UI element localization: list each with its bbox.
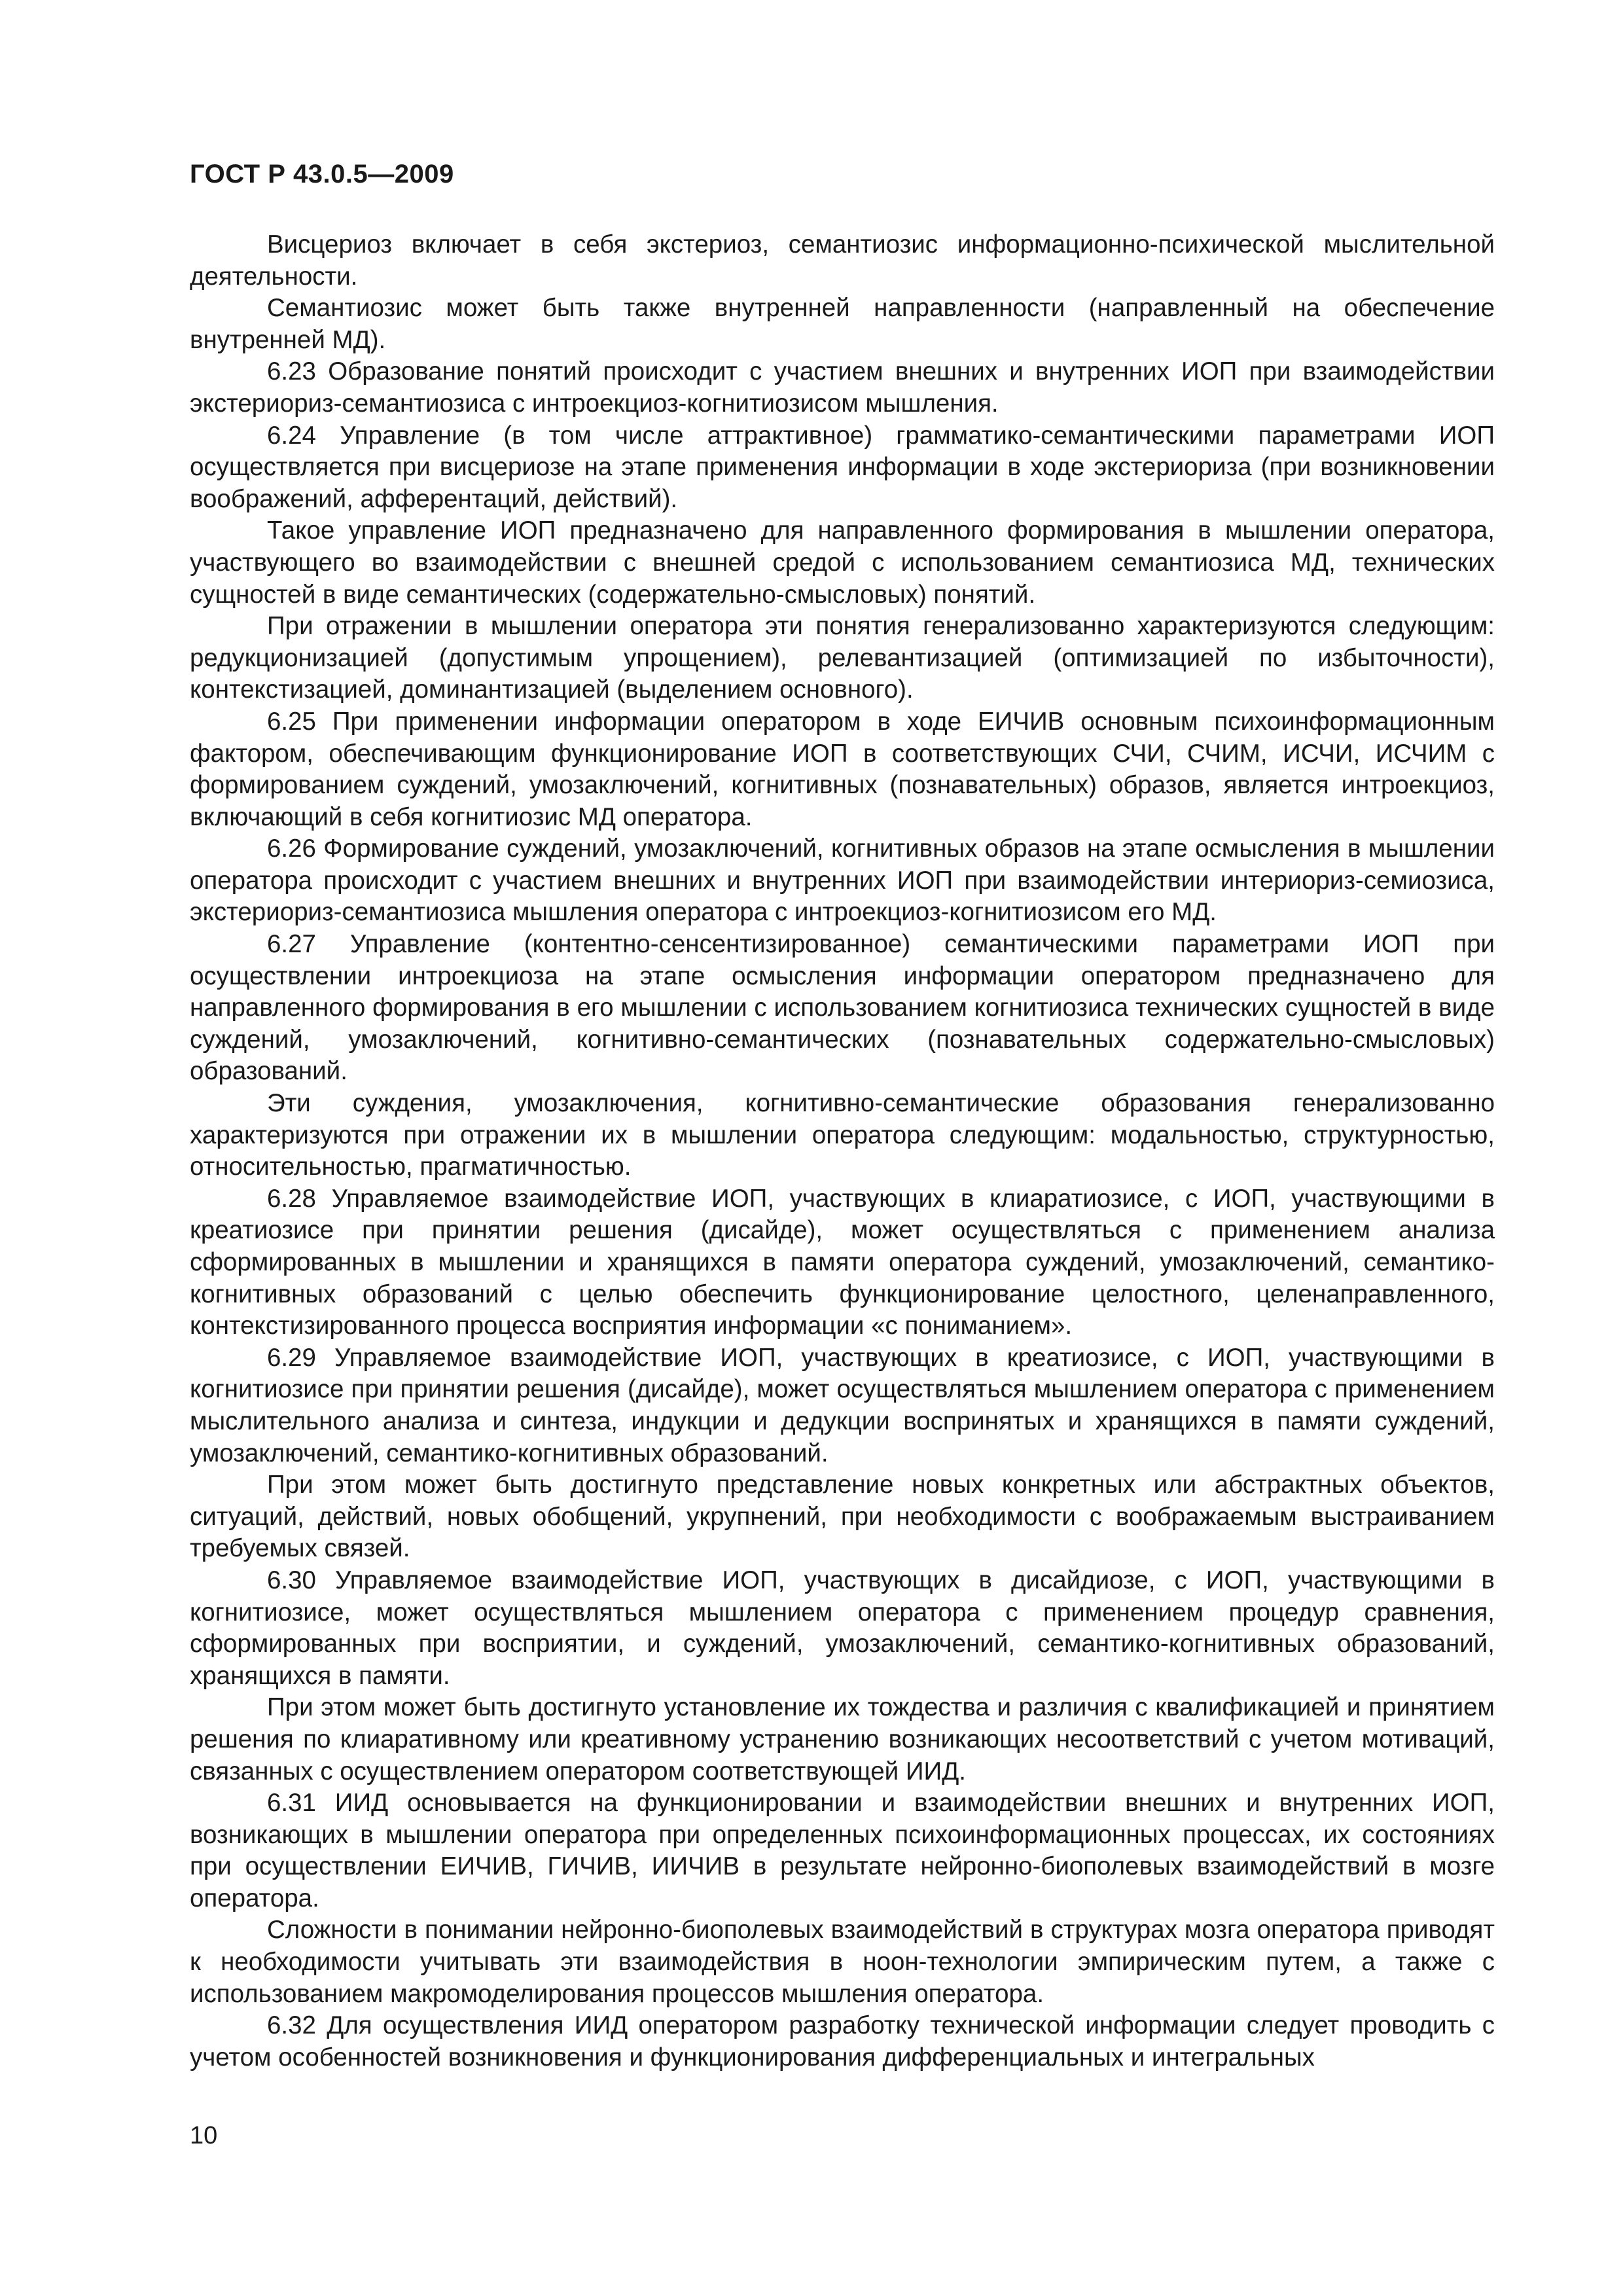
paragraph: 6.24 Управление (в том числе аттрактивное) грамматико-семантическими параметрами ИОП осуществляется при висцериозе на этапе применения информации в ходе экстериориза (при возникновении воображений, афферентаций, действий). — [190, 421, 1495, 513]
paragraph: 6.27 Управление (контентно-сенсентизированное) семантическими параметрами ИОП при осуществлении интроекциоза на этапе осмысления информации оператором предназначено для направленного формирования в его мышлении с использованием когнитиозиса технических сущностей в виде суждений, умозаключений, когнитивно-семантических (познавательных содержательно-смысловых) образований. — [190, 930, 1495, 1086]
paragraph: 6.26 Формирование суждений, умозаключений, когнитивных образов на этапе осмысления в мышлении оператора происходит с участием внешних и внутренних ИОП при взаимодействии интериориз-семиозиса, экстериориз-семантиозиса мышления оператора с интроекциоз-когнитиозисом его МД. — [190, 834, 1495, 927]
page-number: 10 — [190, 2122, 218, 2149]
paragraph: 6.30 Управляемое взаимодействие ИОП, участвующих в дисайдиозе, с ИОП, участвующими в когнитиозисе, может осуществляться мышлением оператора с применением процедур сравнения, сформированных при восприятии, и суждений, умозаключений, семантико-когнитивных образований, хранящихся в памяти. — [190, 1566, 1495, 1690]
paragraph: 6.29 Управляемое взаимодействие ИОП, участвующих в креатиозисе, с ИОП, участвующими в когнитиозисе при принятии решения (дисайде), может осуществляться мышлением оператора с применением мыслительного анализа и синтеза, индукции и дедукции воспринятых и хранящихся в памяти суждений, умозаключений, семантико-когнитивных образований. — [190, 1343, 1495, 1467]
paragraph: 6.25 При применении информации оператором в ходе ЕИЧИВ основным психоинформационным фактором, обеспечивающим функционирование ИОП в соответствующих СЧИ, СЧИМ, ИСЧИ, ИСЧИМ с формированием суждений, умозаключений, когнитивных (познавательных) образов, является интроекциоз, включающий в себя когнитиозис МД оператора. — [190, 707, 1495, 831]
paragraph: При этом может быть достигнуто представление новых конкретных или абстрактных объектов, ситуаций, действий, новых обобщений, укрупнений, при необходимости с воображаемым выстраиванием требуемых связей. — [190, 1471, 1495, 1563]
document-body — [190, 229, 1495, 2073]
paragraph: Висцериоз включает в себя экстериоз, семантиозис информационно-психической мыслительной деятельности. — [190, 230, 1495, 291]
paragraph: При отражении в мышлении оператора эти понятия генерализованно характеризуются следующим: редукционизацией (допустимым упрощением), релевантизацией (оптимизацией по избыточности), контекстизацией, доминантизацией (выделением основного). — [190, 612, 1495, 704]
paragraph: Эти суждения, умозаключения, когнитивно-семантические образования генерализованно характеризуются при отражении их в мышлении оператора следующим: модальностью, структурностью, относительностью, прагматичностью. — [190, 1089, 1495, 1181]
paragraph: Семантиозис может быть также внутренней направленности (направленный на обеспечение внутренней МД). — [190, 294, 1495, 354]
document-header: ГОСТ Р 43.0.5—2009 — [190, 160, 454, 188]
paragraph: При этом может быть достигнуто установление их тождества и различия с квалификацией и принятием решения по клиаративному или креативному устранению возникающих несоответствий с учетом мотиваций, связанных с осуществлением оператором соответствующей ИИД. — [190, 1693, 1495, 1785]
paragraph: Сложности в понимании нейронно-биополевых взаимодействий в структурах мозга оператора приводят к необходимости учитывать эти взаимодействия в ноон-технологии эмпирическим путем, а также с использованием макромоделирования процессов мышления оператора. — [190, 1916, 1495, 2008]
paragraph: 6.31 ИИД основывается на функционировании и взаимодействии внешних и внутренних ИОП, возникающих в мышлении оператора при определенных психоинформационных процессах, их состояниях при осуществлении ЕИЧИВ, ГИЧИВ, ИИЧИВ в результате нейронно-биополевых взаимодействий в мозге оператора. — [190, 1789, 1495, 1912]
paragraph: 6.32 Для осуществления ИИД оператором разработку технической информации следует проводить с учетом особенностей возникновения и функционирования дифференциальных и интегральных — [190, 2011, 1495, 2072]
paragraph: 6.28 Управляемое взаимодействие ИОП, участвующих в клиаратиозисе, с ИОП, участвующими в креатиозисе при принятии решения (дисайде), может осуществляться с применением анализа сформированных в мышлении и хранящихся в памяти оператора суждений, умозаключений, семантико-когнитивных образований с целью обеспечить функционирование целостного, целенаправленного, контекстизированного процесса восприятия информации «с пониманием». — [190, 1184, 1495, 1340]
paragraph: 6.23 Образование понятий происходит с участием внешних и внутренних ИОП при взаимодействии экстериориз-семантиозиса с интроекциоз-когнитиозисом мышления. — [190, 357, 1495, 418]
paragraph: Такое управление ИОП предназначено для направленного формирования в мышлении оператора, участвующего во взаимодействии с внешней средой с использованием семантиозиса МД, технических сущностей в виде семантических (содержательно-смысловых) понятий. — [190, 516, 1495, 609]
